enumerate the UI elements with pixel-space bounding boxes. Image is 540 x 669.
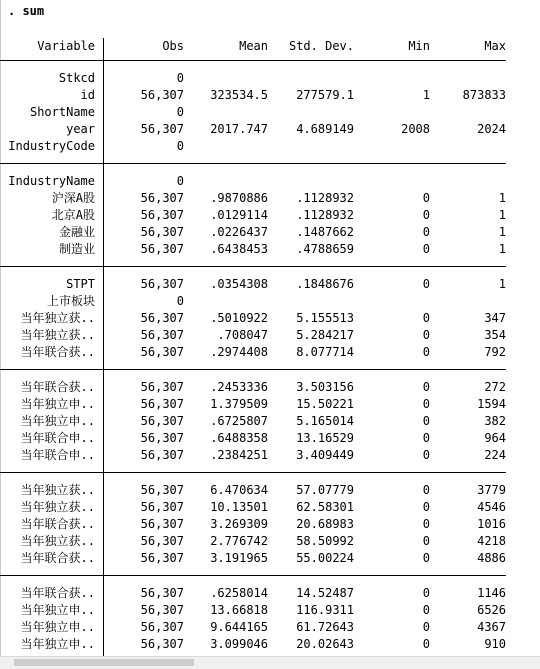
cell-obs: 56,307 xyxy=(140,311,184,325)
spacer-cell xyxy=(104,258,185,266)
spacer-cell xyxy=(184,473,268,482)
cell-min: 0 xyxy=(422,208,430,222)
spacer-cell xyxy=(0,155,104,163)
cell-std-dev: .1128932 xyxy=(296,208,354,222)
spacer-cell xyxy=(104,370,185,379)
cell-mean: .0129114 xyxy=(210,208,268,222)
cell-variable: 当年独立申.. xyxy=(0,619,104,636)
cell-mean: 13.66818 xyxy=(210,603,268,617)
cell-min: 0 xyxy=(422,414,430,428)
spacer-row xyxy=(0,464,506,472)
cell-mean: 2017.747 xyxy=(210,122,268,136)
cell-variable: 当年独立获.. xyxy=(0,533,104,550)
spacer-cell xyxy=(430,370,506,379)
cell-obs: 56,307 xyxy=(140,277,184,291)
table-row xyxy=(0,87,506,104)
table-row xyxy=(0,499,506,516)
cell-std-dev: 61.72643 xyxy=(296,620,354,634)
cell-variable: 当年联合获.. xyxy=(0,344,104,361)
spacer-cell xyxy=(354,370,430,379)
spacer-cell xyxy=(430,576,506,585)
cell-max: 6526 xyxy=(477,603,506,617)
cell-mean xyxy=(184,293,268,310)
cell-variable: Stkcd xyxy=(0,70,104,87)
table-row xyxy=(0,276,506,293)
spacer-row xyxy=(0,155,506,163)
cell-min xyxy=(354,293,430,310)
cell-variable: 当年独立获.. xyxy=(0,327,104,344)
spacer-cell xyxy=(104,155,185,163)
spacer-cell xyxy=(268,567,354,575)
spacer-cell xyxy=(0,267,104,276)
cell-obs: 56,307 xyxy=(140,603,184,617)
cell-std-dev xyxy=(268,104,354,121)
cell-mean: .6258014 xyxy=(210,586,268,600)
cell-std-dev: .1848676 xyxy=(296,277,354,291)
cell-variable: 沪深A股 xyxy=(0,190,104,207)
cell-max: 4546 xyxy=(477,500,506,514)
cell-std-dev: 5.155513 xyxy=(296,311,354,325)
cell-variable: 当年联合获.. xyxy=(0,550,104,567)
table-row xyxy=(0,207,506,224)
spacer-cell xyxy=(354,464,430,472)
cell-mean: 2.776742 xyxy=(210,534,268,548)
cell-min: 0 xyxy=(422,500,430,514)
spacer-cell xyxy=(184,464,268,472)
cell-mean: .0226437 xyxy=(210,225,268,239)
cell-min: 0 xyxy=(422,328,430,342)
table-row xyxy=(0,602,506,619)
spacer-cell xyxy=(0,361,104,369)
cell-obs: 56,307 xyxy=(140,88,184,102)
cell-std-dev: 8.077714 xyxy=(296,345,354,359)
cell-variable: 当年独立申.. xyxy=(0,636,104,653)
cell-obs: 56,307 xyxy=(140,345,184,359)
header-variable: Variable xyxy=(0,38,104,60)
cell-std-dev: 116.9311 xyxy=(296,603,354,617)
cell-min xyxy=(354,104,430,121)
spacer-cell xyxy=(430,164,506,173)
horizontal-scrollbar[interactable] xyxy=(0,656,540,669)
cell-obs: 56,307 xyxy=(140,500,184,514)
cell-max: 1 xyxy=(498,277,506,291)
cell-variable: STPT xyxy=(0,276,104,293)
spacer-cell xyxy=(184,267,268,276)
spacer-row xyxy=(0,361,506,369)
cell-variable: 北京A股 xyxy=(0,207,104,224)
spacer-cell xyxy=(268,473,354,482)
cell-std-dev: 13.16529 xyxy=(296,431,354,445)
spacer-cell xyxy=(354,567,430,575)
cell-std-dev: .4788659 xyxy=(296,242,354,256)
cell-variable: 当年独立获.. xyxy=(0,310,104,327)
cell-mean: 10.13501 xyxy=(210,500,268,514)
cell-min: 0 xyxy=(422,191,430,205)
spacer-cell xyxy=(268,267,354,276)
cell-mean: .0354308 xyxy=(210,277,268,291)
spacer-cell xyxy=(354,473,430,482)
cell-min: 0 xyxy=(422,431,430,445)
cell-min: 0 xyxy=(422,397,430,411)
table-row xyxy=(0,293,506,310)
header-mean: Mean xyxy=(239,39,268,53)
spacer-row xyxy=(0,567,506,575)
spacer-cell xyxy=(430,155,506,163)
cell-variable: 上市板块 xyxy=(0,293,104,310)
table-body xyxy=(0,60,506,661)
spacer-cell xyxy=(268,576,354,585)
cell-max: 354 xyxy=(484,328,506,342)
spacer-cell xyxy=(268,370,354,379)
spacer-cell xyxy=(0,473,104,482)
cell-variable: 金融业 xyxy=(0,224,104,241)
cell-obs: 56,307 xyxy=(140,431,184,445)
cell-mean: .6488358 xyxy=(210,431,268,445)
cell-mean: 3.099046 xyxy=(210,637,268,651)
spacer-cell xyxy=(184,370,268,379)
cell-std-dev: .1487662 xyxy=(296,225,354,239)
table-row xyxy=(0,173,506,190)
cell-max xyxy=(430,173,506,190)
cell-obs: 0 xyxy=(176,294,184,308)
cell-std-dev: 57.07779 xyxy=(296,483,354,497)
spacer-row xyxy=(0,258,506,266)
cell-mean: 6.470634 xyxy=(210,483,268,497)
cell-std-dev xyxy=(268,138,354,155)
table-row xyxy=(0,619,506,636)
cell-mean: 323534.5 xyxy=(210,88,268,102)
spacer-cell xyxy=(104,164,185,173)
spacer-cell xyxy=(430,567,506,575)
cell-max: 1 xyxy=(498,242,506,256)
cell-std-dev xyxy=(268,70,354,87)
spacer-cell xyxy=(184,567,268,575)
header-min: Min xyxy=(408,39,430,53)
spacer-cell xyxy=(354,61,430,70)
spacer-cell xyxy=(104,361,185,369)
cell-obs: 0 xyxy=(176,71,184,85)
cell-obs: 0 xyxy=(176,174,184,188)
cell-obs: 56,307 xyxy=(140,191,184,205)
spacer-row xyxy=(0,164,506,173)
cell-std-dev: 55.00224 xyxy=(296,551,354,565)
spacer-cell xyxy=(104,473,185,482)
cell-max: 1 xyxy=(498,225,506,239)
spacer-cell xyxy=(184,258,268,266)
spacer-cell xyxy=(354,576,430,585)
cell-mean: 3.269309 xyxy=(210,517,268,531)
table-row xyxy=(0,447,506,464)
cell-min: 0 xyxy=(422,448,430,462)
cell-max: 873833 xyxy=(462,88,506,102)
table-row xyxy=(0,585,506,602)
cell-max xyxy=(430,104,506,121)
cell-max: 1 xyxy=(498,208,506,222)
spacer-cell xyxy=(268,164,354,173)
cell-variable: 当年独立申.. xyxy=(0,602,104,619)
cell-mean: .2384251 xyxy=(210,448,268,462)
spacer-cell xyxy=(268,464,354,472)
spacer-cell xyxy=(430,258,506,266)
cell-mean xyxy=(184,70,268,87)
cell-std-dev: 5.165014 xyxy=(296,414,354,428)
table-row xyxy=(0,190,506,207)
cell-std-dev: 62.58301 xyxy=(296,500,354,514)
cell-obs: 56,307 xyxy=(140,414,184,428)
table-row xyxy=(0,636,506,653)
spacer-cell xyxy=(354,164,430,173)
cell-variable: 当年独立申.. xyxy=(0,396,104,413)
cell-max: 3779 xyxy=(477,483,506,497)
spacer-cell xyxy=(354,361,430,369)
cell-min xyxy=(354,173,430,190)
cell-std-dev xyxy=(268,293,354,310)
spacer-row xyxy=(0,576,506,585)
table-header-row xyxy=(0,38,506,60)
cell-variable: 当年独立申.. xyxy=(0,413,104,430)
table-row xyxy=(0,138,506,155)
cell-obs: 0 xyxy=(176,139,184,153)
cell-mean: .6725807 xyxy=(210,414,268,428)
spacer-cell xyxy=(104,576,185,585)
table-row xyxy=(0,344,506,361)
cell-obs: 56,307 xyxy=(140,328,184,342)
spacer-cell xyxy=(0,164,104,173)
table-row xyxy=(0,241,506,258)
cell-std-dev xyxy=(268,173,354,190)
table-row xyxy=(0,430,506,447)
cell-max: 1146 xyxy=(477,586,506,600)
scrollbar-thumb[interactable] xyxy=(14,659,194,666)
spacer-cell xyxy=(430,267,506,276)
cell-variable: 当年联合获.. xyxy=(0,379,104,396)
spacer-cell xyxy=(268,361,354,369)
cell-mean xyxy=(184,173,268,190)
cell-max xyxy=(430,70,506,87)
cell-std-dev: 58.50992 xyxy=(296,534,354,548)
cell-max: 910 xyxy=(484,637,506,651)
cell-min: 0 xyxy=(422,483,430,497)
cell-mean: .2453336 xyxy=(210,380,268,394)
cell-max: 224 xyxy=(484,448,506,462)
cell-mean: .6438453 xyxy=(210,242,268,256)
table-row xyxy=(0,121,506,138)
cell-std-dev: 14.52487 xyxy=(296,586,354,600)
spacer-row xyxy=(0,473,506,482)
cell-min: 0 xyxy=(422,517,430,531)
cell-min: 0 xyxy=(422,242,430,256)
spacer-cell xyxy=(0,576,104,585)
cell-variable: 当年独立获.. xyxy=(0,482,104,499)
cell-std-dev: 3.503156 xyxy=(296,380,354,394)
spacer-row xyxy=(0,267,506,276)
cell-obs: 56,307 xyxy=(140,637,184,651)
cell-min: 0 xyxy=(422,534,430,548)
spacer-cell xyxy=(104,267,185,276)
cell-max: 792 xyxy=(484,345,506,359)
table-row xyxy=(0,482,506,499)
spacer-cell xyxy=(0,258,104,266)
cell-obs: 56,307 xyxy=(140,551,184,565)
cell-std-dev: 15.50221 xyxy=(296,397,354,411)
cell-variable: IndustryName xyxy=(0,173,104,190)
header-std-dev: Std. Dev. xyxy=(288,39,354,53)
spacer-cell xyxy=(184,361,268,369)
spacer-cell xyxy=(0,464,104,472)
table-row xyxy=(0,550,506,567)
cell-std-dev: 277579.1 xyxy=(296,88,354,102)
cell-max: 4886 xyxy=(477,551,506,565)
spacer-cell xyxy=(104,567,185,575)
spacer-cell xyxy=(184,61,268,70)
cell-max: 4218 xyxy=(477,534,506,548)
spacer-row xyxy=(0,370,506,379)
cell-min: 0 xyxy=(422,225,430,239)
spacer-cell xyxy=(268,61,354,70)
cell-max: 2024 xyxy=(477,122,506,136)
cell-max: 1594 xyxy=(477,397,506,411)
cell-variable: 制造业 xyxy=(0,241,104,258)
cell-mean: 3.191965 xyxy=(210,551,268,565)
table-row xyxy=(0,533,506,550)
cell-mean: 1.379509 xyxy=(210,397,268,411)
table-row xyxy=(0,104,506,121)
spacer-cell xyxy=(354,155,430,163)
table-row xyxy=(0,379,506,396)
spacer-cell xyxy=(430,361,506,369)
cell-min: 0 xyxy=(422,586,430,600)
cell-variable: id xyxy=(0,87,104,104)
cell-variable: IndustryCode xyxy=(0,138,104,155)
cell-variable: 当年独立获.. xyxy=(0,499,104,516)
cell-min: 0 xyxy=(422,637,430,651)
cell-obs: 56,307 xyxy=(140,483,184,497)
cell-obs: 56,307 xyxy=(140,620,184,634)
table-row xyxy=(0,224,506,241)
cell-max xyxy=(430,138,506,155)
cell-mean: .708047 xyxy=(217,328,268,342)
cell-min: 0 xyxy=(422,277,430,291)
cell-variable: year xyxy=(0,121,104,138)
cell-obs: 56,307 xyxy=(140,380,184,394)
cell-std-dev: 3.409449 xyxy=(296,448,354,462)
cell-variable: ShortName xyxy=(0,104,104,121)
cell-obs: 56,307 xyxy=(140,397,184,411)
spacer-cell xyxy=(184,576,268,585)
cell-variable: 当年联合申.. xyxy=(0,447,104,464)
cell-obs: 56,307 xyxy=(140,225,184,239)
cell-min xyxy=(354,70,430,87)
cell-mean: .9870886 xyxy=(210,191,268,205)
spacer-cell xyxy=(430,464,506,472)
spacer-cell xyxy=(104,61,185,70)
cell-std-dev: 20.02643 xyxy=(296,637,354,651)
cell-std-dev: .1128932 xyxy=(296,191,354,205)
cell-obs: 56,307 xyxy=(140,122,184,136)
spacer-cell xyxy=(184,164,268,173)
header-max: Max xyxy=(484,39,506,53)
spacer-cell xyxy=(104,464,185,472)
cell-max: 382 xyxy=(484,414,506,428)
spacer-cell xyxy=(268,155,354,163)
table-row xyxy=(0,396,506,413)
cell-obs: 56,307 xyxy=(140,517,184,531)
cell-obs: 0 xyxy=(176,105,184,119)
cell-max: 1 xyxy=(498,191,506,205)
cell-mean xyxy=(184,104,268,121)
table-row xyxy=(0,310,506,327)
cell-std-dev: 5.284217 xyxy=(296,328,354,342)
cell-min: 2008 xyxy=(401,122,430,136)
cell-obs: 56,307 xyxy=(140,534,184,548)
cell-min: 0 xyxy=(422,603,430,617)
spacer-cell xyxy=(430,61,506,70)
spacer-cell xyxy=(354,258,430,266)
cell-mean: .5010922 xyxy=(210,311,268,325)
cell-max xyxy=(430,293,506,310)
cell-std-dev: 4.689149 xyxy=(296,122,354,136)
spacer-row xyxy=(0,61,506,70)
table-row xyxy=(0,413,506,430)
spacer-cell xyxy=(354,267,430,276)
cell-min: 1 xyxy=(422,88,430,102)
cell-variable: 当年联合获.. xyxy=(0,585,104,602)
cell-obs: 56,307 xyxy=(140,448,184,462)
command-line: . sum xyxy=(8,4,45,18)
cell-mean: 9.644165 xyxy=(210,620,268,634)
header-obs: Obs xyxy=(162,39,184,53)
table-row xyxy=(0,516,506,533)
spacer-cell xyxy=(430,473,506,482)
cell-obs: 56,307 xyxy=(140,586,184,600)
cell-min xyxy=(354,138,430,155)
cell-obs: 56,307 xyxy=(140,208,184,222)
cell-mean xyxy=(184,138,268,155)
cell-min: 0 xyxy=(422,380,430,394)
cell-mean: .2974408 xyxy=(210,345,268,359)
table-row xyxy=(0,327,506,344)
spacer-cell xyxy=(268,258,354,266)
cell-min: 0 xyxy=(422,620,430,634)
cell-obs: 56,307 xyxy=(140,242,184,256)
cell-max: 964 xyxy=(484,431,506,445)
cell-std-dev: 20.68983 xyxy=(296,517,354,531)
cell-min: 0 xyxy=(422,345,430,359)
cell-max: 272 xyxy=(484,380,506,394)
summary-table xyxy=(0,38,506,661)
spacer-cell xyxy=(0,567,104,575)
cell-max: 347 xyxy=(484,311,506,325)
spacer-cell xyxy=(184,155,268,163)
cell-variable: 当年联合申.. xyxy=(0,430,104,447)
spacer-cell xyxy=(0,370,104,379)
cell-min: 0 xyxy=(422,551,430,565)
cell-max: 1016 xyxy=(477,517,506,531)
cell-min: 0 xyxy=(422,311,430,325)
table-row xyxy=(0,70,506,87)
spacer-cell xyxy=(0,61,104,70)
cell-max: 4367 xyxy=(477,620,506,634)
cell-variable: 当年联合获.. xyxy=(0,516,104,533)
